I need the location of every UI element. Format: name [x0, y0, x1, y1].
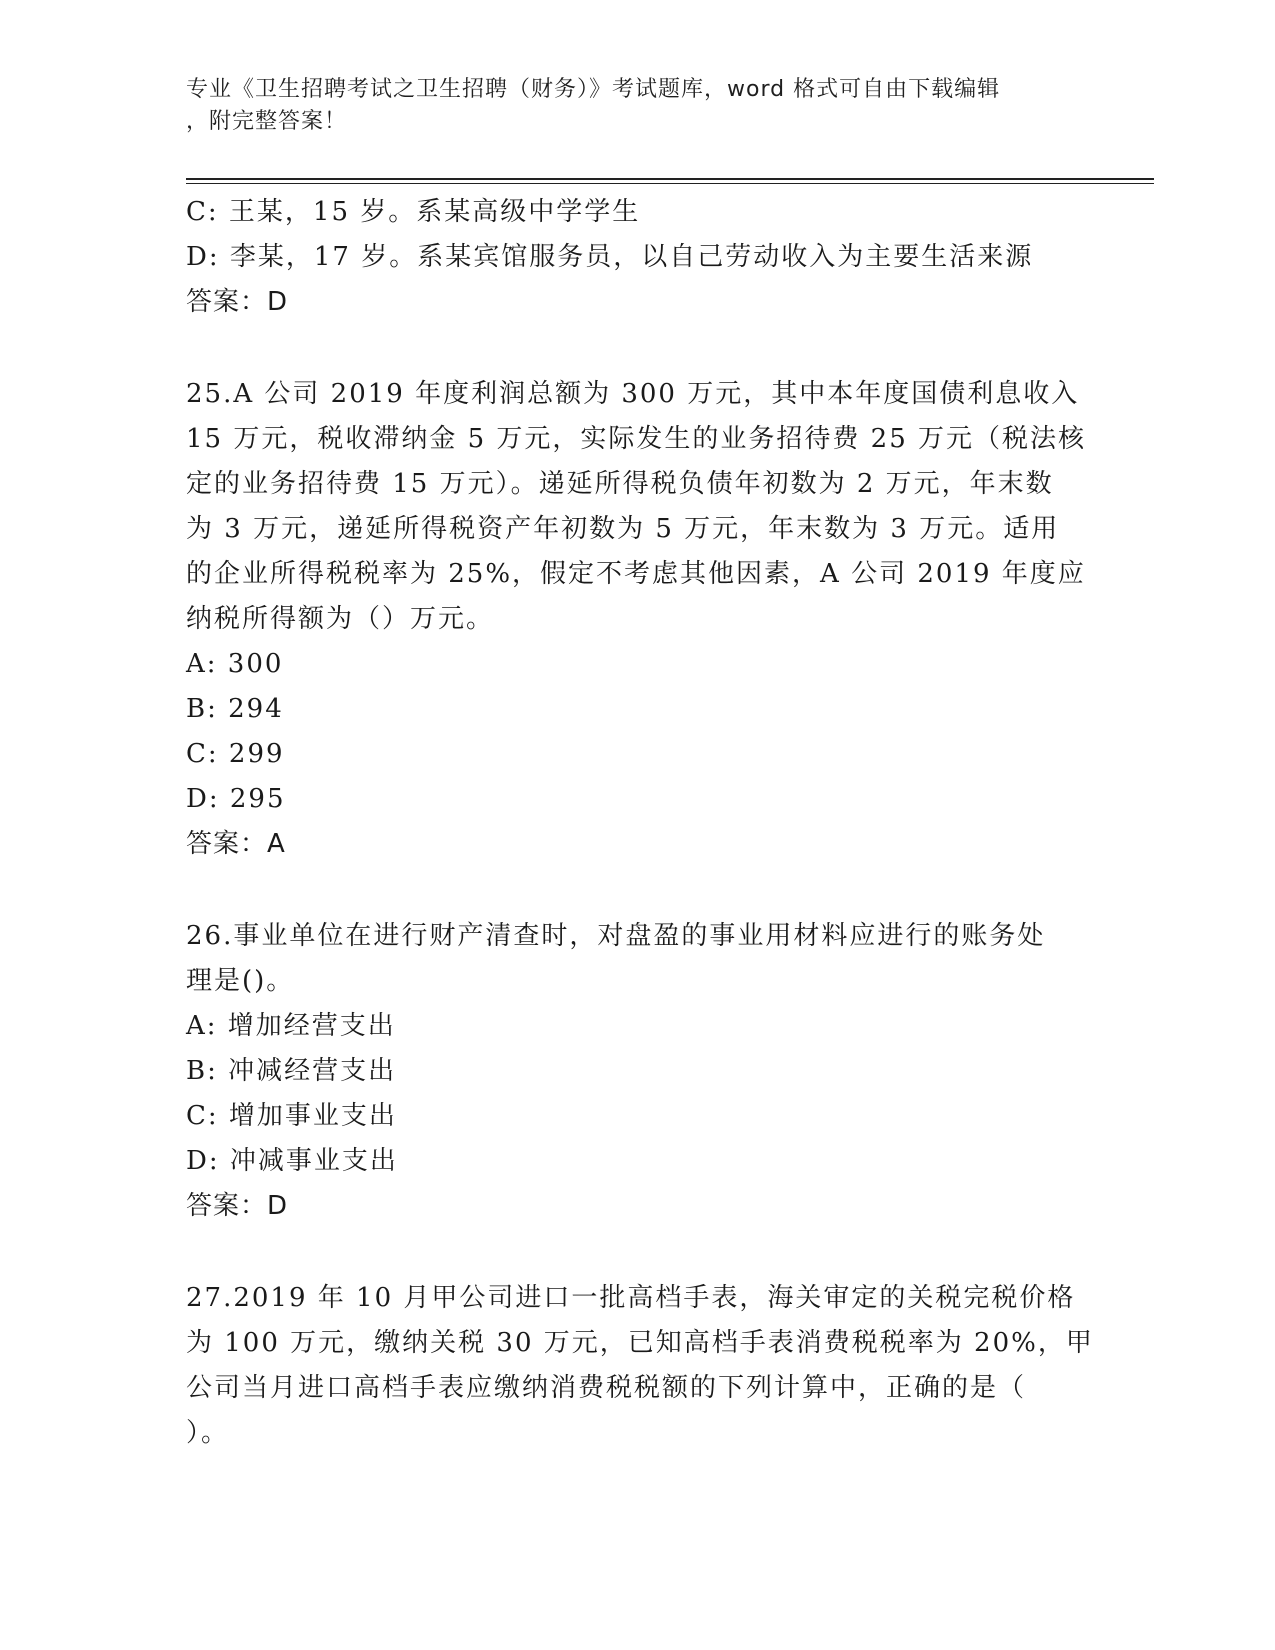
question-text-line: 定的业务招待费 15 万元）。递延所得税负债年初数为 2 万元，年末数 [186, 469, 1054, 499]
question-text-line: ）。 [186, 1418, 230, 1448]
question-24-tail [186, 190, 1076, 325]
answer-line: 答案：D [186, 287, 289, 317]
option-c: C: 299 [186, 739, 285, 769]
answer-line: 答案：D [186, 1191, 289, 1221]
option-d: D: 295 [186, 784, 286, 814]
question-25 [186, 372, 1087, 867]
header-divider-thin [186, 183, 1154, 184]
document-header [186, 74, 1086, 138]
question-text-line: 理是()。 [186, 966, 295, 996]
header-divider-thick [186, 178, 1154, 180]
option-b: B: 294 [186, 694, 284, 724]
header-line-1: 专业《卫生招聘考试之卫生招聘（财务）》考试题库，word 格式可自由下载编辑 [186, 77, 1001, 102]
answer-line: 答案：A [186, 829, 286, 859]
question-text-line: 26.事业单位在进行财产清查时，对盘盈的事业用材料应进行的账务处 [186, 921, 1046, 951]
question-text-line: 为 100 万元，缴纳关税 30 万元，已知高档手表消费税税率为 20%，甲 [186, 1328, 1094, 1358]
question-27 [186, 1276, 1094, 1456]
document-body [186, 190, 1094, 1456]
question-text-line: 为 3 万元，递延所得税资产年初数为 5 万元，年末数为 3 万元。适用 [186, 514, 1060, 544]
option-a: A: 增加经营支出 [186, 1011, 396, 1041]
question-text-line: 的企业所得税税率为 25%，假定不考虑其他因素，A 公司 2019 年度应 [186, 559, 1086, 589]
option-c: C: 王某，15 岁。系某高级中学学生 [186, 197, 641, 227]
question-text-line: 15 万元，税收滞纳金 5 万元，实际发生的业务招待费 25 万元（税法核 [186, 424, 1087, 454]
question-text-line: 纳税所得额为（）万元。 [186, 604, 495, 634]
option-b: B: 冲减经营支出 [186, 1056, 397, 1086]
question-text-line: 公司当月进口高档手表应缴纳消费税税额的下列计算中，正确的是（ [186, 1373, 1027, 1403]
option-d: D: 冲减事业支出 [186, 1146, 398, 1176]
option-c: C: 增加事业支出 [186, 1101, 397, 1131]
option-d: D: 李某，17 岁。系某宾馆服务员，以自己劳动收入为主要生活来源 [186, 242, 1034, 272]
question-text-line: 27.2019 年 10 月甲公司进口一批高档手表，海关审定的关税完税价格 [186, 1283, 1076, 1313]
question-text-line: 25.A 公司 2019 年度利润总额为 300 万元，其中本年度国债利息收入 [186, 379, 1080, 409]
option-a: A: 300 [186, 649, 284, 679]
question-26 [186, 914, 1076, 1229]
header-line-2: ，附完整答案！ [186, 109, 348, 134]
